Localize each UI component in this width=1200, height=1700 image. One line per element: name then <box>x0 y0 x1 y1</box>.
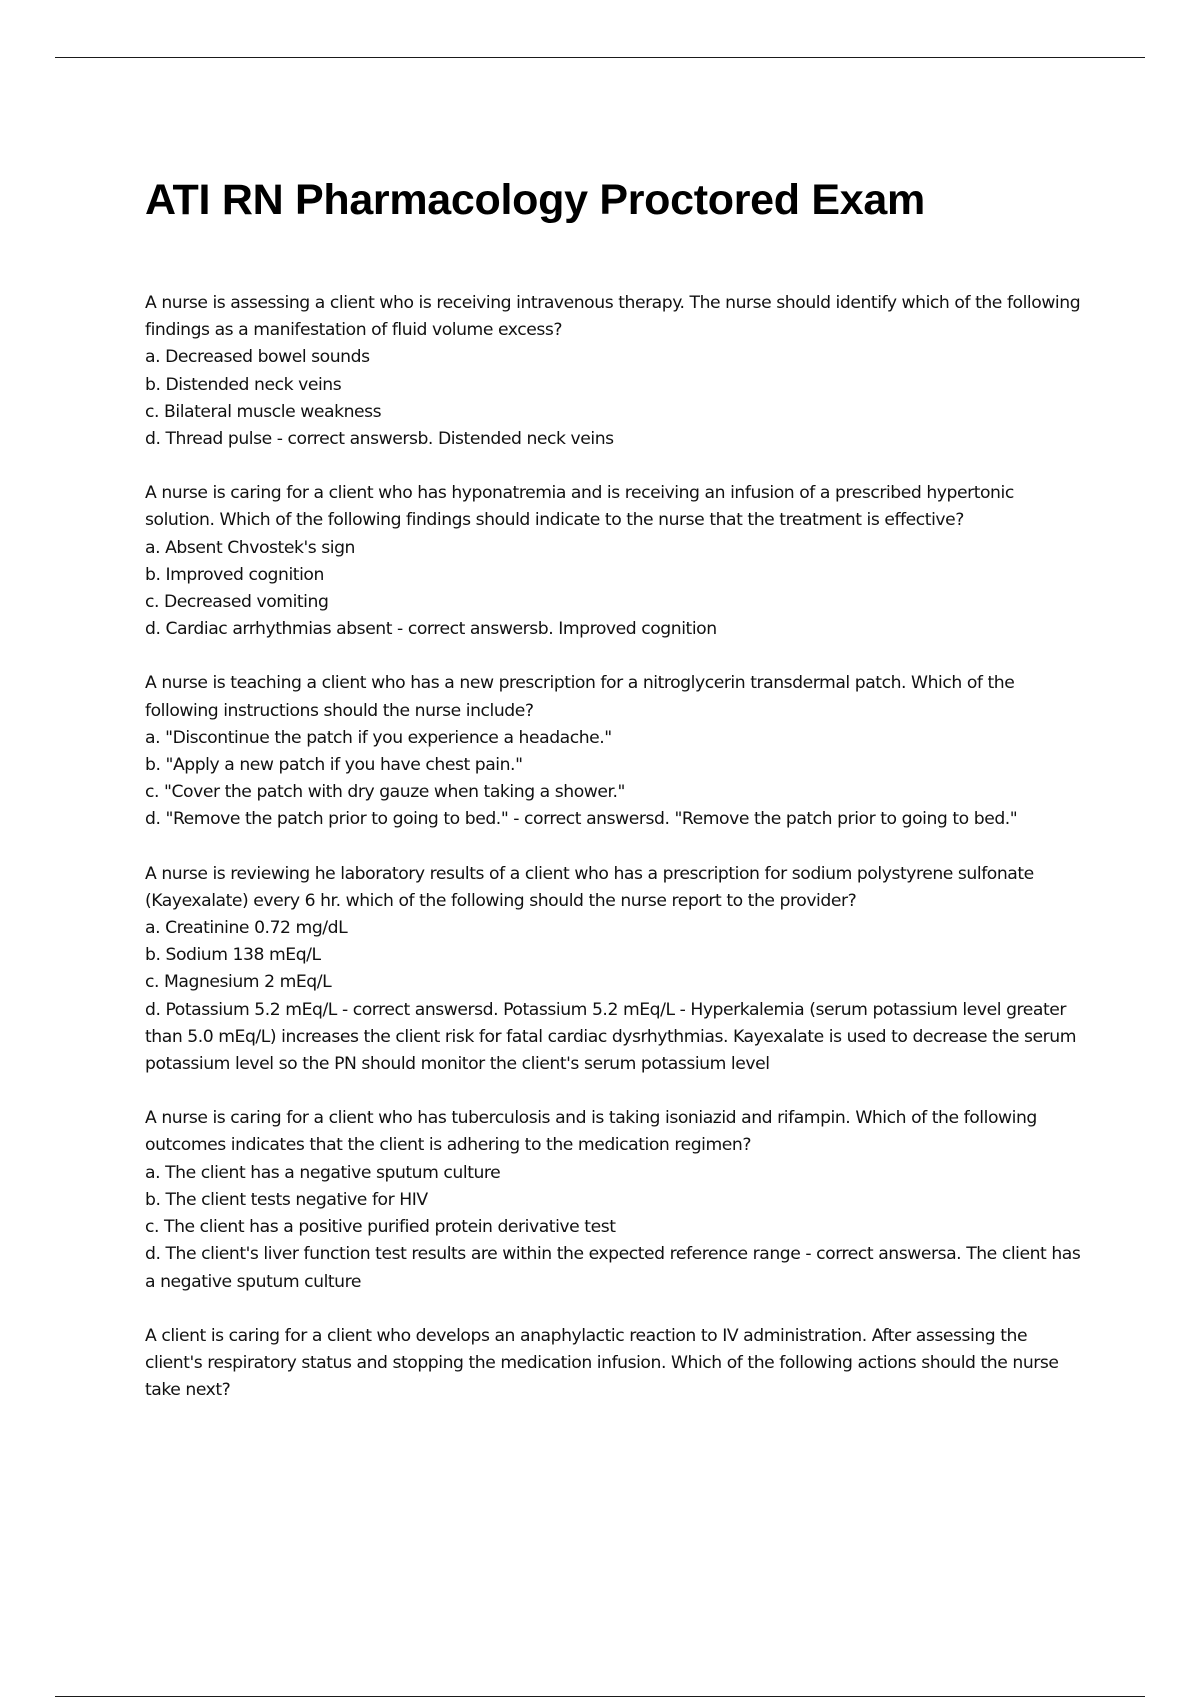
question-block-4 <box>145 861 1085 1079</box>
answer-option: d. Potassium 5.2 mEq/L - correct answersd. Potassium 5.2 mEq/L - Hyperkalemia (serum potassium level greater than 5.0 mEq/L) increases the client risk for fatal cardiac dysrhythmias. Kayexalate is used to decrease the serum potassium level so the PN should monitor the client's serum potassium level <box>145 999 1077 1075</box>
document-body <box>145 170 1085 1431</box>
answer-option: d. Cardiac arrhythmias absent - correct answersb. Improved cognition <box>145 619 717 640</box>
answer-option: b. "Apply a new patch if you have chest pain." <box>145 755 523 776</box>
answer-option: a. Decreased bowel sounds <box>145 347 370 368</box>
answer-option: c. Magnesium 2 mEq/L <box>145 972 332 993</box>
answer-option: a. The client has a negative sputum culture <box>145 1162 501 1183</box>
header-rule <box>55 57 1145 58</box>
answer-option: c. The client has a positive purified protein derivative test <box>145 1217 616 1238</box>
question-block-2 <box>145 480 1085 643</box>
answer-option: b. The client tests negative for HIV <box>145 1189 428 1210</box>
answer-option: a. Creatinine 0.72 mg/dL <box>145 918 348 939</box>
answer-option: a. Absent Chvostek's sign <box>145 537 355 558</box>
question-block-6 <box>145 1323 1085 1405</box>
answer-option: b. Sodium 138 mEq/L <box>145 945 321 966</box>
question-block-5 <box>145 1105 1085 1295</box>
answer-option: d. "Remove the patch prior to going to bed." - correct answersd. "Remove the patch prior to going to bed." <box>145 809 1018 830</box>
question-stem: A client is caring for a client who develops an anaphylactic reaction to IV administration. After assessing the client's respiratory status and stopping the medication infusion. Which of the following actions should the nurse take next? <box>145 1325 1059 1401</box>
answer-option: b. Improved cognition <box>145 564 324 585</box>
answer-option: d. The client's liver function test results are within the expected reference range - correct answersa. The client has a negative sputum culture <box>145 1244 1081 1292</box>
answer-option: b. Distended neck veins <box>145 374 342 395</box>
answer-option: c. Decreased vomiting <box>145 592 329 613</box>
answer-option: d. Thread pulse - correct answersb. Distended neck veins <box>145 429 614 450</box>
question-stem: A nurse is assessing a client who is receiving intravenous therapy. The nurse should identify which of the following findings as a manifestation of fluid volume excess? <box>145 293 1081 341</box>
answer-option: a. "Discontinue the patch if you experience a headache." <box>145 727 612 748</box>
answer-option: c. Bilateral muscle weakness <box>145 401 382 422</box>
document-title: ATI RN Pharmacology Proctored Exam <box>145 176 925 224</box>
answer-option: c. "Cover the patch with dry gauze when taking a shower." <box>145 782 626 803</box>
question-stem: A nurse is caring for a client who has tuberculosis and is taking isoniazid and rifampin. Which of the following outcomes indicates that the client is adhering to the medication regimen? <box>145 1108 1037 1156</box>
question-block-3 <box>145 670 1085 833</box>
footer-rule <box>55 1696 1145 1697</box>
question-stem: A nurse is reviewing he laboratory results of a client who has a prescription for sodium polystyrene sulfonate (Kayexalate) every 6 hr. which of the following should the nurse report to the provider? <box>145 863 1034 911</box>
question-stem: A nurse is teaching a client who has a new prescription for a nitroglycerin transdermal patch. Which of the following instructions should the nurse include? <box>145 673 1015 721</box>
question-stem: A nurse is caring for a client who has hyponatremia and is receiving an infusion of a prescribed hypertonic solution. Which of the following findings should indicate to the nurse that the treatment is effective? <box>145 483 1014 531</box>
question-block-1 <box>145 290 1085 453</box>
